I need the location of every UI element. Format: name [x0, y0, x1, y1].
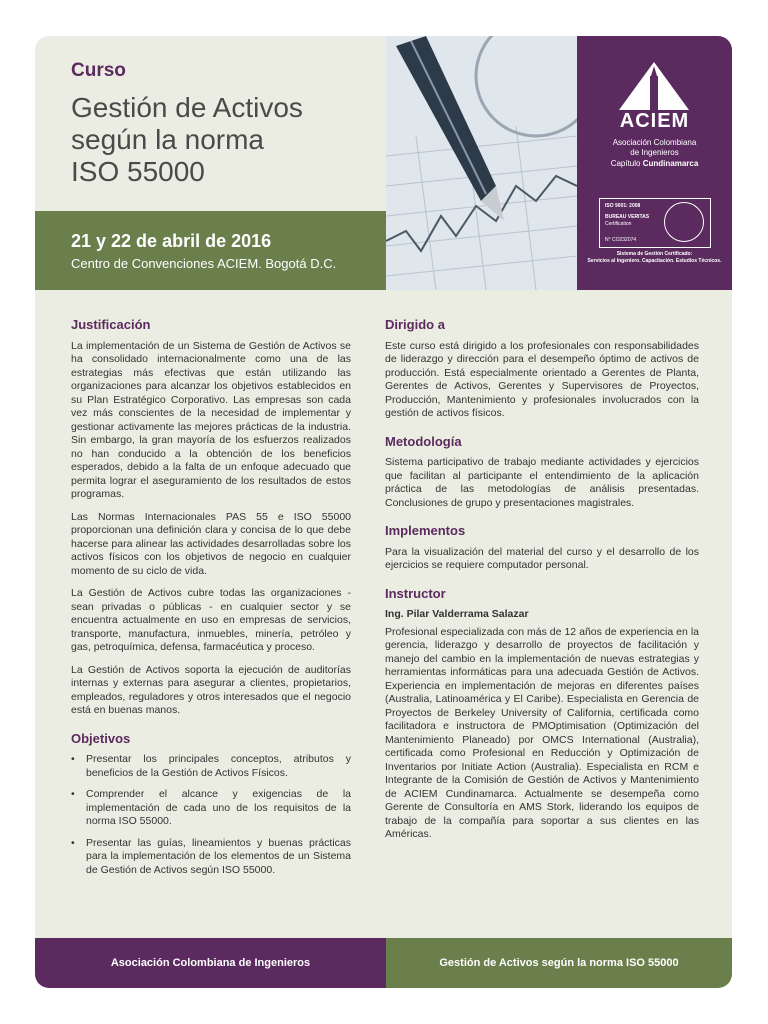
dirigido-heading: Dirigido a — [385, 317, 445, 332]
dirigido-section — [385, 318, 699, 421]
date-band — [35, 211, 386, 290]
bureau-veritas-certificate — [599, 198, 711, 248]
justificacion-paragraph: La Gestión de Activos cubre todas las organizaciones - sean privadas o públicas - en cualquier sector y se encuentra actualmente en uso en empresas de servicios, transporte, manufactura, inmuebles, minería, petróleo y gas, petroquímica, defensa, farmacéutica y proceso. — [71, 587, 351, 653]
certification-seal-icon — [664, 202, 704, 242]
dirigido-text: Este curso está dirigido a los profesionales con responsabilidades de liderazgo y dirección para el desempeño óptimo de activos de producción. Está especialmente orientado a Gerentes de Planta, Gerentes de Activos, Gerentes y Supervisores de Proyectos, Producción, Mantenimiento y profesionales involucrados con la gestión de activos físicos. — [385, 339, 699, 419]
metodologia-heading: Metodología — [385, 433, 462, 449]
instructor-heading: Instructor — [385, 585, 446, 601]
cert-bureau-veritas: BUREAU VERITAS — [605, 214, 650, 220]
justificacion-section — [71, 318, 351, 718]
implementos-section — [385, 524, 699, 573]
implementos-heading: Implementos — [385, 523, 466, 538]
justificacion-paragraph: Las Normas Internacionales PAS 55 e ISO 55000 proporcionan una definición clara y concisa de lo que debe hacerse para alinear las actividades desarrolladas sobre los activos físicos con los objetivos de negocio en cualquier momento de su ciclo de vida. — [71, 510, 351, 577]
header-title-block — [35, 36, 386, 211]
objetivos-section — [71, 732, 351, 878]
sgc-line: Sistema de Gestión Certificado: — [616, 251, 693, 257]
course-title-line: según la norma — [71, 124, 265, 155]
objetivo-item: • Presentar las guías, lineamientos y buenas prácticas para la implementación de los elementos de un Sistema de Gestión de Activos según ISO 55000. — [71, 837, 351, 878]
aciem-logo-icon — [619, 62, 689, 110]
objetivos-list — [71, 753, 351, 877]
footer-right: Gestión de Activos según la norma ISO 55000 — [386, 938, 732, 988]
pen-on-chart-image — [386, 36, 577, 290]
course-title-line: Gestión de Activos — [71, 92, 303, 123]
justificacion-paragraph: La implementación de un Sistema de Gestión de Activos se ha consolidado internacionalmente como una de las estrategias más efectivas que están utilizando las organizaciones para alcanzar los objetivos establecidos en su Plan Estratégico Corporativo. Las empresas son cada vez más conscientes de la necesidad de implementar y gestionar activamente las mejores prácticas de la industria. Sin embargo, la gran mayoría de los esfuerzos realizados no han conducido a la obtención de los beneficios esperados, debido a la falta de un enfoque adecuado que permita lograr el aseguramiento de los resultados de estos programas. — [71, 339, 351, 500]
sgc-note — [577, 251, 732, 265]
footer-left: Asociación Colombiana de Ingenieros — [35, 938, 386, 988]
cert-iso: ISO 9001: 2008 — [605, 203, 641, 209]
asociacion-line: Asociación Colombiana — [612, 138, 697, 147]
capitulo-prefix: Capítulo — [610, 159, 641, 168]
asociacion-label — [577, 138, 732, 158]
instructor-bio: Profesional especializada con más de 12 años de experiencia en la gerencia, liderazgo y desarrollo de proyectos de facilitación y manejo del cambio en la implementación de nuevas estrategias y herramientas informáticas para una adecuada Gestión de Activos. Experiencia en implementación de mejoras en diferentes países (Australia, Latinoamérica y El Caribe). Especialista en Gerencia de Proyectos de Berkeley University of California, certificada como facilitadora e instructora de PMOptimisation (Optimización del Mantenimiento Planeado) por OMCS International (Australia), certificada como Profesional en Reducción y Optimización de Inventarios por Initiate Action (Australia). Especialista en RCM e Integrante de la Comisión de Gestión de Activos y Mantenimiento de ACIEM Cundinamarca. Actualmente se desempeña como Gerente de Consultoría en AMS Stork, liderando los equipos de trabajo de la compañía para soportar a sus clientes en las Américas. — [385, 625, 699, 840]
left-column — [71, 318, 351, 891]
justificacion-heading: Justificación — [71, 317, 151, 332]
capitulo-name: Cundinamarca — [642, 159, 699, 168]
brochure-page — [35, 36, 732, 988]
objetivo-item: • Comprender el alcance y exigencias de la implementación de cada uno de los requisitos de la norma ISO 55000. — [71, 788, 351, 829]
instructor-name: Ing. Pilar Valderrama Salazar — [385, 608, 529, 620]
asociacion-line: de Ingenieros — [630, 148, 679, 157]
course-title-line: ISO 55000 — [71, 156, 205, 187]
aciem-logo-text: ACIEM — [619, 110, 690, 132]
objetivo-item: • Presentar los principales conceptos, atributos y beneficios de la Gestión de Activos Físicos. — [71, 753, 351, 780]
sgc-line: Servicios al Ingeniero. Capacitación. Estudios Técnicos. — [587, 258, 722, 264]
justificacion-paragraph: La Gestión de Activos soporta la ejecución de auditorías internas y externas para asegurar a clientes, propietarios, empleados, reguladores y otros interesados que el negocio está en buenas manos. — [71, 663, 351, 716]
metodologia-text: Sistema participativo de trabajo mediante actividades y ejercicios que facilitan al participante el entendimiento de la aplicación práctica de las metodologías de análisis presentadas. Conclusiones de grupo y presentaciones magistrales. — [385, 456, 699, 509]
course-label: Curso — [71, 60, 126, 81]
course-title — [71, 92, 371, 188]
right-column — [385, 318, 699, 856]
aciem-logo-panel — [577, 36, 732, 290]
cert-certification: Certification — [605, 221, 632, 227]
cert-number: N° CO232074 — [605, 237, 637, 243]
metodologia-section — [385, 435, 699, 511]
implementos-text: Para la visualización del material del curso y el desarrollo de los ejercicios se requiere computador personal. — [385, 545, 699, 571]
course-date: 21 y 22 de abril de 2016 — [71, 231, 272, 251]
objetivos-heading: Objetivos — [71, 730, 131, 746]
pen-chart-photo — [386, 36, 577, 290]
instructor-section — [385, 587, 699, 842]
capitulo-label — [577, 159, 732, 168]
course-venue: Centro de Convenciones ACIEM. Bogotá D.C. — [71, 256, 337, 271]
